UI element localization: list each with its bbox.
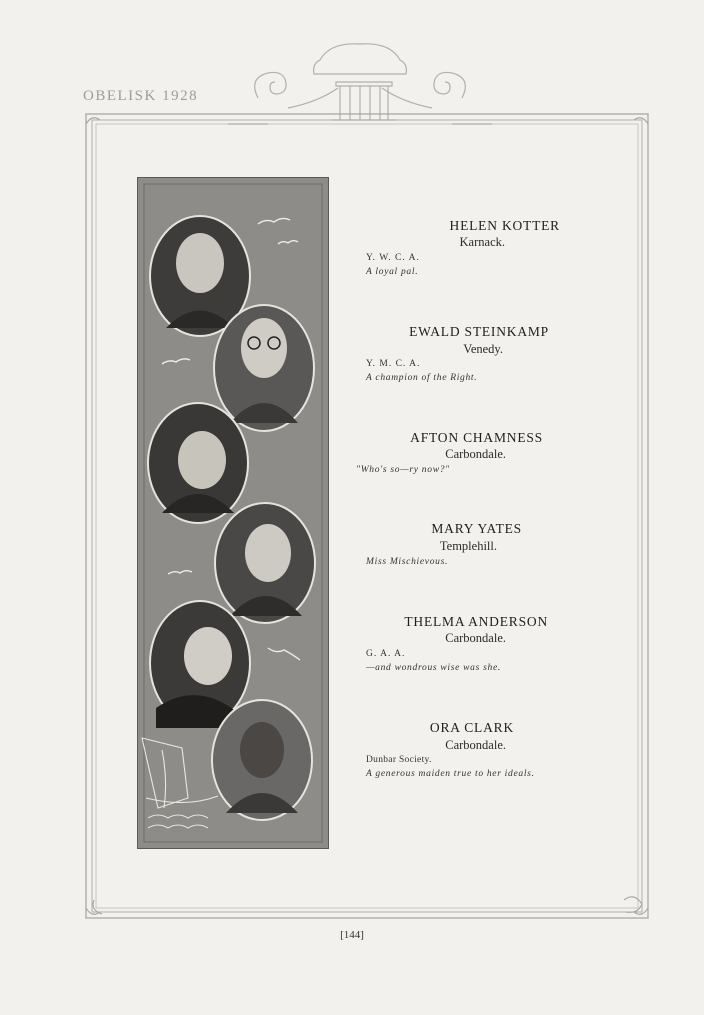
student-town: Carbondale. — [445, 631, 506, 645]
student-name: HELEN KOTTER — [449, 218, 560, 233]
student-organization: Y. M. C. A. — [366, 359, 421, 369]
student-town: Venedy. — [463, 342, 503, 356]
student-motto: A generous maiden true to her ideals. — [366, 769, 535, 779]
student-name: THELMA ANDERSON — [404, 614, 548, 629]
student-name: MARY YATES — [431, 521, 522, 536]
student-town: Carbondale. — [445, 738, 506, 752]
student-town: Karnack. — [459, 235, 505, 249]
portrait-mary-yates — [215, 503, 315, 623]
portrait-afton-chamness — [148, 403, 248, 523]
student-name: AFTON CHAMNESS — [410, 430, 543, 445]
student-town: Templehill. — [439, 539, 497, 553]
student-motto: A champion of the Right. — [366, 373, 478, 383]
student-name: EWALD STEINKAMP — [409, 324, 549, 339]
student-motto: —and wondrous wise was she. — [366, 663, 501, 673]
portrait-strip-art — [138, 178, 328, 848]
page-number: [144] — [340, 929, 364, 941]
portrait-ewald-steinkamp — [214, 305, 314, 431]
student-organization: Y. W. C. A. — [366, 253, 420, 263]
student-organization: G. A. A. — [366, 649, 406, 659]
sailing-ship-icon — [142, 738, 218, 828]
student-town: Carbondale. — [445, 447, 506, 461]
student-name: ORA CLARK — [429, 720, 514, 735]
portrait-strip — [137, 177, 329, 849]
student-motto: A loyal pal. — [366, 267, 419, 277]
student-motto: "Who's so—ry now?" — [356, 465, 450, 475]
student-organization: Dunbar Society. — [366, 755, 432, 765]
portrait-ora-clark — [212, 700, 312, 820]
yearbook-title: OBELISK 1928 — [83, 88, 199, 104]
student-motto: Miss Mischievous. — [366, 557, 449, 567]
